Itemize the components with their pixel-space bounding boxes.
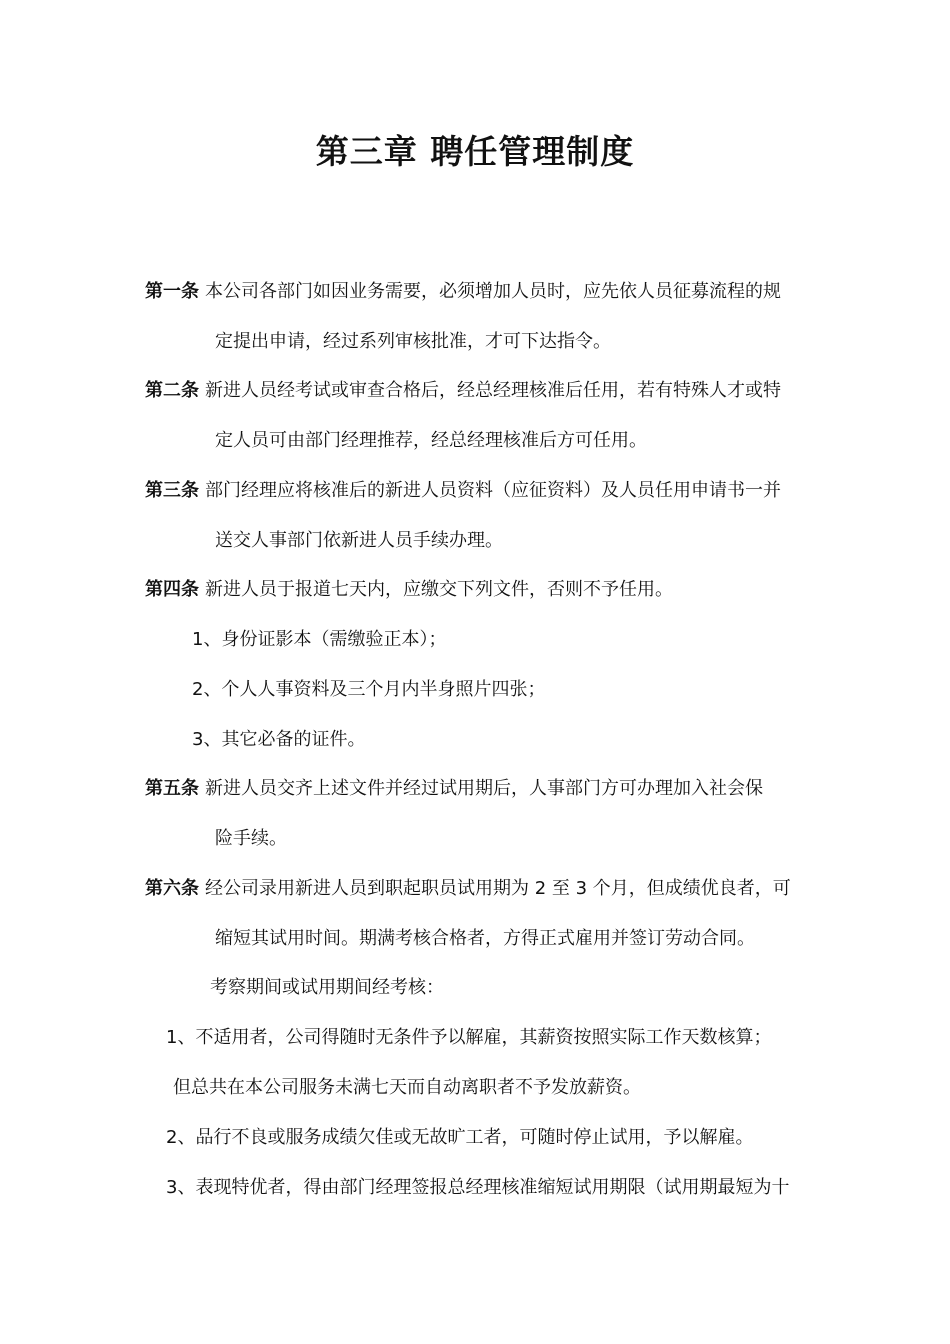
- article-3-line-2: 送交人事部门依新进人员手续办理。: [215, 530, 503, 551]
- list-item: 但总共在本公司服务未满七天而自动离职者不予发放薪资。: [173, 1077, 641, 1098]
- article-5-line-2: 险手续。: [215, 828, 287, 849]
- article-text: 新进人员交齐上述文件并经过试用期后，人事部门方可办理加入社会保: [205, 778, 763, 799]
- article-1-line-2: 定提出申请，经过系列审核批准，才可下达指令。: [215, 331, 611, 352]
- article-2-line-1: [145, 378, 781, 404]
- list-item: 3、其它必备的证件。: [192, 729, 366, 750]
- article-label: 第六条: [145, 878, 199, 899]
- article-6-line-2: 缩短其试用时间。期满考核合格者，方得正式雇用并签订劳动合同。: [215, 928, 755, 949]
- article-3-line-1: [145, 478, 781, 504]
- article-text: 新进人员经考试或审查合格后，经总经理核准后任用，若有特殊人才或特: [205, 380, 781, 401]
- article-text: 本公司各部门如因业务需要，必须增加人员时，应先依人员征募流程的规: [205, 281, 781, 302]
- article-5-line-1: [145, 776, 763, 802]
- article-6-line-1: [145, 876, 791, 902]
- article-label: 第三条: [145, 480, 199, 501]
- article-4-line-1: [145, 577, 673, 603]
- page-title: 第三章 聘任管理制度: [315, 132, 635, 171]
- article-text: 部门经理应将核准后的新进人员资料（应征资料）及人员任用申请书一并: [205, 480, 781, 501]
- article-text: 经公司录用新进人员到职起职员试用期为 2 至 3 个月，但成绩优良者，可: [205, 878, 791, 899]
- list-item: 1、身份证影本（需缴验正本）；: [192, 629, 447, 650]
- article-label: 第四条: [145, 579, 199, 600]
- article-6-line-3: 考察期间或试用期间经考核：: [210, 977, 444, 998]
- article-1-line-1: [145, 279, 781, 305]
- article-label: 第五条: [145, 778, 199, 799]
- article-label: 第一条: [145, 281, 199, 302]
- article-2-line-2: 定人员可由部门经理推荐，经总经理核准后方可任用。: [215, 430, 647, 451]
- article-label: 第二条: [145, 380, 199, 401]
- list-item: 2、个人人事资料及三个月内半身照片四张；: [192, 679, 546, 700]
- article-text: 新进人员于报道七天内，应缴交下列文件，否则不予任用。: [205, 579, 673, 600]
- list-item: 3、表现特优者，得由部门经理签报总经理核准缩短试用期限（试用期最短为十: [166, 1177, 790, 1198]
- list-item: 1、不适用者，公司得随时无条件予以解雇，其薪资按照实际工作天数核算；: [166, 1027, 772, 1048]
- list-item: 2、品行不良或服务成绩欠佳或无故旷工者，可随时停止试用，予以解雇。: [166, 1127, 754, 1148]
